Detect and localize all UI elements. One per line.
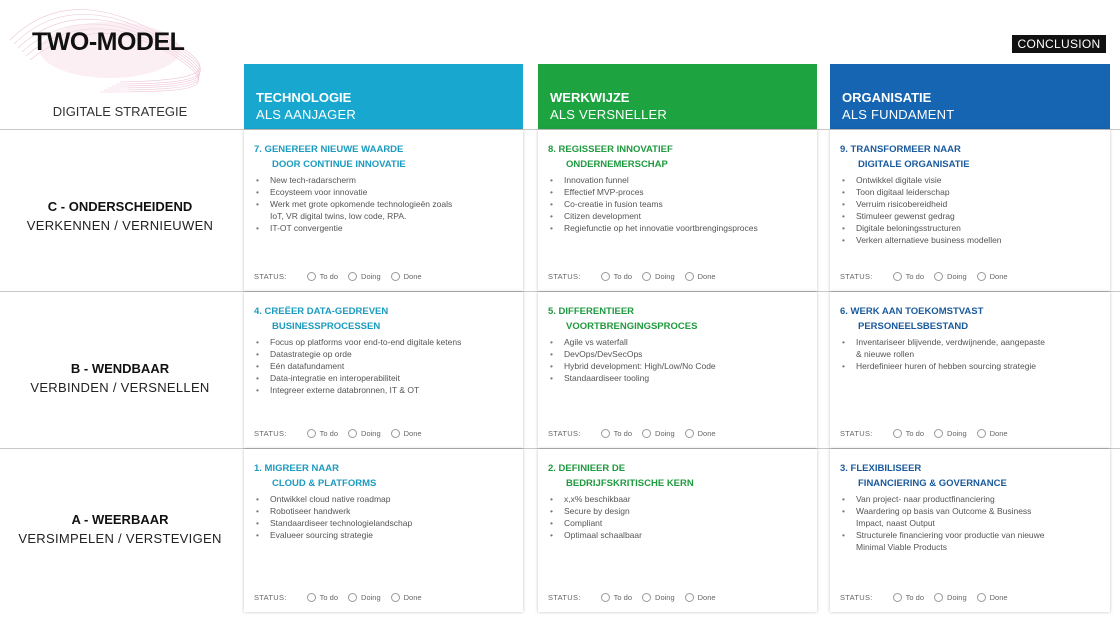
status-label: STATUS: [548, 429, 581, 438]
status-option-done[interactable] [391, 593, 422, 602]
status-label: STATUS: [254, 272, 287, 281]
status-option-done[interactable] [977, 272, 1008, 281]
column-header-technologie [244, 64, 523, 130]
card-title-line: 6. WERK AAN TOEKOMSTVAST [840, 306, 984, 317]
status-option-doing[interactable] [348, 272, 381, 281]
status-option-doing[interactable] [934, 429, 967, 438]
status-option-label: Doing [361, 272, 381, 281]
row-sublabel: VERBINDEN / VERSNELLEN [30, 380, 210, 395]
bullet-item: • IT-OT convergentie [256, 222, 465, 234]
card-technologie [244, 292, 523, 448]
radio-circle-icon[interactable] [642, 429, 651, 438]
status-option-label: To do [613, 593, 633, 602]
strategy-label: DIGITALE STRATEGIE [52, 104, 188, 119]
radio-circle-icon[interactable] [601, 272, 610, 281]
status-option-todo[interactable] [893, 593, 924, 602]
status-option-label: Doing [947, 593, 967, 602]
bullet-item: • Integreer externe databronnen, IT & OT [256, 384, 465, 396]
radio-circle-icon[interactable] [348, 429, 357, 438]
status-option-todo[interactable] [307, 429, 338, 438]
radio-circle-icon[interactable] [977, 593, 986, 602]
bullet-item: • Agile vs waterfall [550, 336, 759, 348]
card-bullet-list [842, 336, 1052, 372]
card-bullet-list [550, 336, 759, 384]
status-option-label: Doing [947, 429, 967, 438]
status-option-todo[interactable] [307, 593, 338, 602]
status-option-done[interactable] [685, 593, 716, 602]
status-option-doing[interactable] [348, 593, 381, 602]
card-organisatie [830, 449, 1110, 612]
bullet-item: • Co-creatie in fusion teams [550, 198, 759, 210]
card-title [254, 304, 388, 334]
column-subtitle: ALS AANJAGER [256, 107, 356, 122]
bullet-item: • DevOps/DevSecOps [550, 348, 759, 360]
column-subtitle: ALS FUNDAMENT [842, 107, 955, 122]
bullet-item: • Compliant [550, 517, 759, 529]
card-title [840, 461, 1007, 491]
card-title-line: 9. TRANSFORMEER NAAR [840, 144, 961, 155]
card-title-line: 2. DEFINIEER DE [548, 463, 626, 474]
bullet-item: • Data-integratie en interoperabiliteit [256, 372, 465, 384]
row-sublabel: VERSIMPELEN / VERSTEVIGEN [18, 531, 222, 546]
radio-circle-icon[interactable] [391, 272, 400, 281]
column-title: TECHNOLOGIE [256, 90, 352, 105]
card-werkwijze [538, 130, 817, 291]
bullet-item: • Standaardiseer technologielandschap [256, 517, 465, 529]
conclusion-button[interactable]: CONCLUSION [1012, 35, 1106, 53]
radio-circle-icon[interactable] [391, 429, 400, 438]
status-option-doing[interactable] [934, 593, 967, 602]
card-organisatie [830, 292, 1110, 448]
card-title-line: PERSONEELSBESTAND [858, 321, 969, 332]
status-option-doing[interactable] [348, 429, 381, 438]
status-option-done[interactable] [685, 272, 716, 281]
card-title [840, 142, 970, 172]
bullet-item: • Digitale beloningsstructuren [842, 222, 1052, 234]
radio-circle-icon[interactable] [307, 593, 316, 602]
status-row [548, 429, 726, 438]
row-level: C - ONDERSCHEIDEND [47, 199, 193, 214]
card-bullet-list [256, 336, 465, 396]
bullet-item: • Toon digitaal leiderschap [842, 186, 1052, 198]
card-title-line: CLOUD & PLATFORMS [272, 478, 377, 489]
bullet-item: • Hybrid development: High/Low/No Code [550, 360, 759, 372]
status-option-todo[interactable] [893, 429, 924, 438]
card-bullet-list [550, 493, 759, 541]
row-label-c [0, 199, 240, 233]
status-option-label: Doing [361, 593, 381, 602]
bullet-item: • Ontwikkel cloud native roadmap [256, 493, 465, 505]
radio-circle-icon[interactable] [685, 272, 694, 281]
status-option-label: To do [613, 272, 633, 281]
bullet-item: • Werk met grote opkomende technologieën zoals IoT, VR digital twins, low code, RPA. [256, 198, 465, 222]
status-row [548, 272, 726, 281]
status-option-done[interactable] [391, 272, 422, 281]
status-row [840, 593, 1018, 602]
status-option-doing[interactable] [642, 593, 675, 602]
card-bullet-list [842, 174, 1052, 246]
card-title [548, 304, 697, 334]
card-title-line: BUSINESSPROCESSEN [272, 321, 381, 332]
row-level: A - WEERBAAR [71, 512, 169, 527]
status-option-label: Done [403, 429, 422, 438]
status-option-label: To do [905, 593, 925, 602]
status-option-label: To do [319, 429, 339, 438]
card-bullet-list [842, 493, 1052, 553]
card-werkwijze [538, 292, 817, 448]
status-row [254, 593, 432, 602]
radio-circle-icon[interactable] [934, 593, 943, 602]
card-organisatie [830, 130, 1110, 291]
radio-circle-icon[interactable] [977, 429, 986, 438]
bullet-item: • Eén datafundament [256, 360, 465, 372]
radio-circle-icon[interactable] [893, 593, 902, 602]
status-option-done[interactable] [685, 429, 716, 438]
radio-circle-icon[interactable] [642, 272, 651, 281]
card-title-line: 7. GENEREER NIEUWE WAARDE [254, 144, 404, 155]
radio-circle-icon[interactable] [934, 429, 943, 438]
bullet-item: • Waardering op basis van Outcome & Business Impact, naast Output [842, 505, 1052, 529]
bullet-item: • Innovation funnel [550, 174, 759, 186]
radio-circle-icon[interactable] [934, 272, 943, 281]
status-row [840, 429, 1018, 438]
radio-circle-icon[interactable] [307, 429, 316, 438]
status-option-label: To do [905, 272, 925, 281]
status-option-label: Doing [655, 429, 675, 438]
card-title-line: DIGITALE ORGANISATIE [858, 159, 970, 170]
card-title-line: 4. CREËER DATA-GEDREVEN [254, 306, 389, 317]
status-option-label: Done [697, 429, 716, 438]
status-option-done[interactable] [977, 593, 1008, 602]
bullet-item: • Regiefunctie op het innovatie voortbrengingsproces [550, 222, 759, 234]
status-option-doing[interactable] [642, 272, 675, 281]
radio-circle-icon[interactable] [348, 593, 357, 602]
status-option-label: Done [403, 593, 422, 602]
bullet-item: • Focus op platforms voor end-to-end digitale ketens [256, 336, 465, 348]
card-title [840, 304, 983, 334]
radio-circle-icon[interactable] [977, 272, 986, 281]
bullet-item: • New tech-radarscherm [256, 174, 465, 186]
status-option-label: Done [989, 593, 1008, 602]
card-title-line: DOOR CONTINUE INNOVATIE [272, 159, 406, 170]
status-option-label: To do [319, 593, 339, 602]
status-option-label: Doing [361, 429, 381, 438]
bullet-item: • Inventariseer blijvende, verdwijnende, aangepaste & nieuwe rollen [842, 336, 1052, 360]
status-label: STATUS: [840, 593, 873, 602]
radio-circle-icon[interactable] [601, 429, 610, 438]
card-title-line: VOORTBRENGINGSPROCES [566, 321, 698, 332]
card-werkwijze [538, 449, 817, 612]
status-option-label: To do [613, 429, 633, 438]
card-title [254, 461, 376, 491]
card-title [254, 142, 406, 172]
card-title-line: 8. REGISSEER INNOVATIEF [548, 144, 673, 155]
card-bullet-list [256, 493, 465, 541]
status-option-label: Doing [655, 593, 675, 602]
card-title [548, 142, 673, 172]
row-label-b [0, 361, 240, 395]
radio-circle-icon[interactable] [685, 593, 694, 602]
column-header-werkwijze [538, 64, 817, 130]
bullet-item: • Van project- naar productfinanciering [842, 493, 1052, 505]
status-label: STATUS: [548, 272, 581, 281]
status-row [840, 272, 1018, 281]
status-option-todo[interactable] [601, 593, 632, 602]
column-title: ORGANISATIE [842, 90, 932, 105]
bullet-item: • Optimaal schaalbaar [550, 529, 759, 541]
bullet-item: • Secure by design [550, 505, 759, 517]
status-label: STATUS: [254, 429, 287, 438]
bullet-item: • Herdefinieer huren of hebben sourcing strategie [842, 360, 1052, 372]
status-option-done[interactable] [391, 429, 422, 438]
status-label: STATUS: [548, 593, 581, 602]
bullet-item: • Ecoysteem voor innovatie [256, 186, 465, 198]
bullet-item: • Verruim risicobereidheid [842, 198, 1052, 210]
bullet-item: • Citizen development [550, 210, 759, 222]
column-subtitle: ALS VERSNELLER [550, 107, 667, 122]
status-option-doing[interactable] [642, 429, 675, 438]
bullet-item: • Ontwikkel digitale visie [842, 174, 1052, 186]
card-title-line: FINANCIERING & GOVERNANCE [858, 478, 1007, 489]
bullet-item: • Verken alternatieve business modellen [842, 234, 1052, 246]
card-title-line: ONDERNEMERSCHAP [566, 159, 668, 170]
status-row [548, 593, 726, 602]
bullet-item: • Effectief MVP-proces [550, 186, 759, 198]
radio-circle-icon[interactable] [307, 272, 316, 281]
card-bullet-list [550, 174, 759, 234]
status-option-todo[interactable] [893, 272, 924, 281]
page-title: TWO-MODEL [32, 28, 185, 56]
bullet-item: • Evalueer sourcing strategie [256, 529, 465, 541]
card-title-line: BEDRIJFSKRITISCHE KERN [566, 478, 694, 489]
status-label: STATUS: [840, 429, 873, 438]
radio-circle-icon[interactable] [601, 593, 610, 602]
status-option-label: Done [989, 272, 1008, 281]
row-sublabel: VERKENNEN / VERNIEUWEN [26, 218, 214, 233]
column-header-organisatie [830, 64, 1110, 130]
status-option-label: Done [697, 272, 716, 281]
card-bullet-list [256, 174, 465, 234]
status-option-label: Done [403, 272, 422, 281]
card-title-line: 3. FLEXIBILISEER [840, 463, 922, 474]
bullet-item: • Stimuleer gewenst gedrag [842, 210, 1052, 222]
status-option-done[interactable] [977, 429, 1008, 438]
status-option-todo[interactable] [307, 272, 338, 281]
status-option-doing[interactable] [934, 272, 967, 281]
bullet-item: • Robotiseer handwerk [256, 505, 465, 517]
bullet-item: • x,x% beschikbaar [550, 493, 759, 505]
status-option-label: To do [319, 272, 339, 281]
row-label-a [0, 512, 240, 546]
status-option-todo[interactable] [601, 272, 632, 281]
status-label: STATUS: [254, 593, 287, 602]
status-option-label: Doing [655, 272, 675, 281]
status-option-todo[interactable] [601, 429, 632, 438]
radio-circle-icon[interactable] [893, 429, 902, 438]
card-title-line: 5. DIFFERENTIEER [548, 306, 635, 317]
status-option-label: Done [989, 429, 1008, 438]
status-option-label: Done [697, 593, 716, 602]
radio-circle-icon[interactable] [642, 593, 651, 602]
bullet-item: • Standaardiseer tooling [550, 372, 759, 384]
radio-circle-icon[interactable] [893, 272, 902, 281]
status-row [254, 429, 432, 438]
card-title-line: 1. MIGREER NAAR [254, 463, 339, 474]
status-label: STATUS: [840, 272, 873, 281]
column-title: WERKWIJZE [550, 90, 630, 105]
card-technologie [244, 449, 523, 612]
bullet-item: • Structurele financiering voor productie van nieuwe Minimal Viable Products [842, 529, 1052, 553]
card-title [548, 461, 694, 491]
radio-circle-icon[interactable] [348, 272, 357, 281]
radio-circle-icon[interactable] [685, 429, 694, 438]
status-row [254, 272, 432, 281]
bullet-item: • Datastrategie op orde [256, 348, 465, 360]
status-option-label: Doing [947, 272, 967, 281]
status-option-label: To do [905, 429, 925, 438]
row-level: B - WENDBAAR [70, 361, 170, 376]
radio-circle-icon[interactable] [391, 593, 400, 602]
card-technologie [244, 130, 523, 291]
